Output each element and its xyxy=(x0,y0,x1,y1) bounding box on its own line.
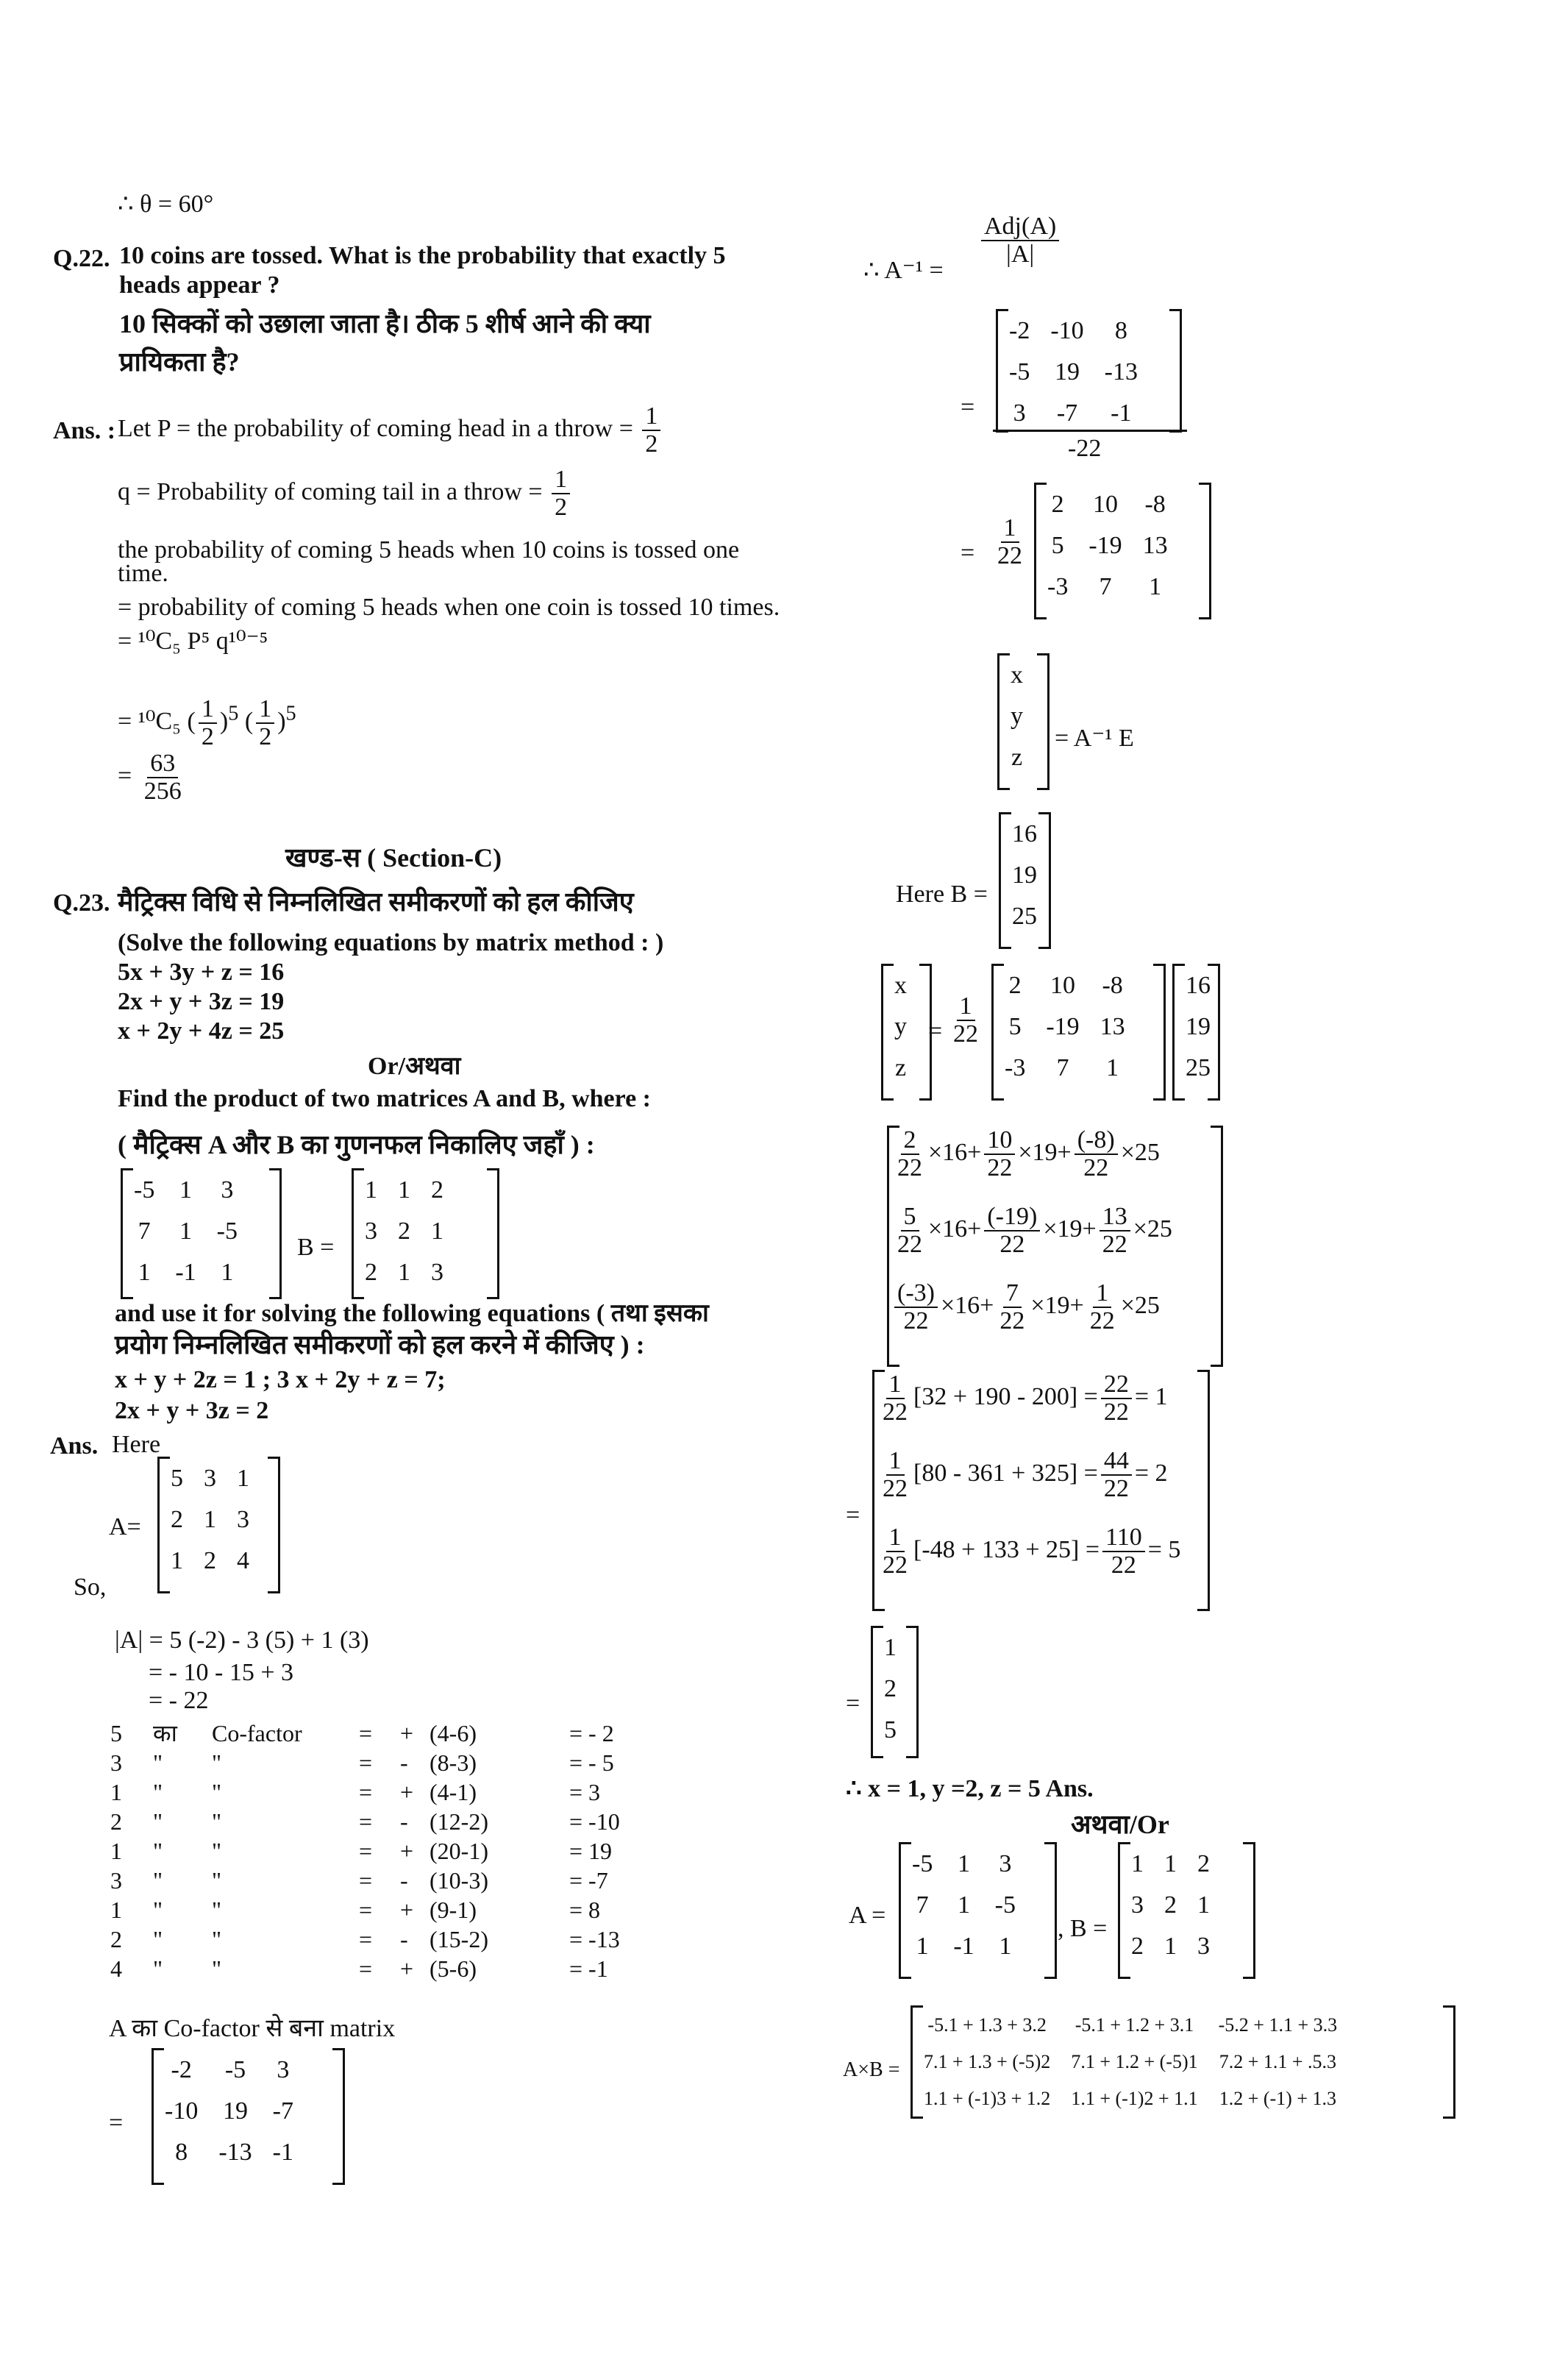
matrix-b-question: 1 1 2 3 2 1 2 1 3 xyxy=(365,1176,443,1286)
matrix-a2-label: A = xyxy=(849,1902,886,1929)
simplified-row-1: $\frac{1}{22}$ [32 + 190 - 200] = $\frac{22}{22}$ = 1 xyxy=(883,1371,1168,1426)
expanded-right-bracket xyxy=(1211,1126,1223,1367)
use-text-en: and use it for solving the following equations ( तथा इसका xyxy=(115,1300,709,1327)
cofactor-row: 3 " " = - (8-3) = - 5 xyxy=(110,1749,614,1776)
expanded-row-3: $\frac{(-3)}{22}$ ×16+ $\frac{7}{22}$ ×19+ $\frac{1}{22}$ ×25 xyxy=(891,1280,1160,1334)
q22-number: Q.22. xyxy=(53,245,110,272)
p-definition: Let P = the probability of coming head in a throw = $\frac{1}{2}$ xyxy=(118,403,663,458)
final-equals: = xyxy=(846,1690,860,1717)
q22-text-en-1: 10 coins are tossed. What is the probability that exactly 5 xyxy=(119,242,726,269)
matrix-a-right-bracket xyxy=(268,1457,280,1593)
p-fraction: $\frac{1}{2}$ xyxy=(642,403,660,458)
q22-text-en-2: heads appear ? xyxy=(119,271,280,299)
here-label: Here xyxy=(112,1431,161,1458)
final-right-bracket xyxy=(906,1626,919,1758)
answer-label: Ans. : xyxy=(53,417,116,444)
determinant-step-3: = - 22 xyxy=(149,1687,209,1714)
cofactor-matrix-equals: = xyxy=(109,2109,124,2136)
axb-label: A×B = xyxy=(843,2058,900,2081)
matrix-b-or: 1 1 2 3 2 1 2 1 3 xyxy=(1131,1850,1210,1960)
q22-text-hi-1: 10 सिक्कों को उछाला जाता है। ठीक 5 शीर्ष आने की क्या xyxy=(119,309,651,338)
binomial-substituted: = ¹⁰C₅ ( $\frac{1}{2}$ )$^5$ ( $\frac{1}{2}$ )$^5$ xyxy=(118,695,296,750)
simplified-row-2: $\frac{1}{22}$ [80 - 361 + 325] = $\frac{44}{22}$ = 2 xyxy=(883,1447,1168,1502)
matrix-b2-right-bracket xyxy=(1243,1842,1255,1979)
xyz-vector: x y z xyxy=(1011,661,1023,771)
scalar-fraction-2: $\frac{1}{22}$ xyxy=(953,992,978,1048)
equation-3: x + 2y + 4z = 25 xyxy=(118,1017,285,1045)
b-vector: 16 19 25 xyxy=(1012,820,1037,930)
or-heading: Or/अथवा xyxy=(368,1053,461,1080)
product-question-en: Find the product of two matrices A and B, where : xyxy=(118,1085,652,1112)
theta-result: ∴ θ = 60° xyxy=(118,191,214,218)
here-b-label: Here B = xyxy=(896,881,988,908)
section-heading: खण्ड-स ( Section-C) xyxy=(285,843,502,872)
scalar-fraction: $\frac{1}{22}$ xyxy=(997,514,1022,569)
determinant-step-2: = - 10 - 15 + 3 xyxy=(149,1659,293,1686)
or-equations-1: x + y + 2z = 1 ; 3 x + 2y + z = 7; xyxy=(115,1366,446,1393)
cofactor-row: 4 " " = + (5-6) = -1 xyxy=(110,1955,608,1982)
q22-text-hi-2: प्रायिकता है? xyxy=(119,347,240,377)
adjoint-matrix: -2 -10 8 -5 19 -13 3 -7 -1 xyxy=(1009,317,1138,427)
adj-right-bracket xyxy=(1169,309,1182,433)
equation-1: 5x + 3y + z = 16 xyxy=(118,959,285,986)
cofactor-matrix: -2 -5 3 -10 19 -7 8 -13 -1 xyxy=(165,2056,293,2166)
answer2-label: Ans. xyxy=(50,1432,99,1460)
q23-number: Q.23. xyxy=(53,889,110,917)
cofactor-row: 1 " " = + (20-1) = 19 xyxy=(110,1838,613,1864)
cofactor-table xyxy=(110,1719,620,1983)
probability-line-3: = probability of coming 5 heads when one coin is tossed 10 times. xyxy=(118,594,780,621)
matrix-a2-right-bracket xyxy=(1044,1842,1057,1979)
or-heading-2: अथवा/Or xyxy=(1071,1810,1169,1839)
scaled-right-bracket xyxy=(1199,483,1211,619)
matrix-a-question: -5 1 3 7 1 -5 1 -1 1 xyxy=(134,1176,238,1286)
cofactor-row: 5 का Co-factor = + (4-6) = - 2 xyxy=(110,1720,614,1746)
adj-denominator: -22 xyxy=(1068,435,1102,462)
inverse-fraction: $\frac{\text{Adj(A)}}{|A|}$ xyxy=(978,213,1062,268)
mult-matrix-right-bracket xyxy=(1153,964,1166,1101)
final-vector: 1 2 5 xyxy=(884,1634,897,1744)
binomial-formula: = ¹⁰C₅ P⁵ q¹⁰⁻⁵ xyxy=(118,628,268,655)
expanded-row-1: $\frac{2}{22}$ ×16+ $\frac{10}{22}$ ×19+ $\frac{(-8)}{22}$ ×25 xyxy=(897,1126,1160,1181)
probability-result: = $\frac{63}{256}$ xyxy=(118,750,182,805)
matrix-b-label: B = xyxy=(297,1234,335,1261)
probability-line-2: time. xyxy=(118,560,168,587)
cofactor-row: 1 " " = + (9-1) = 8 xyxy=(110,1897,601,1923)
matrix-a-label: A= xyxy=(109,1513,141,1540)
cofactor-row: 1 " " = + (4-1) = 3 xyxy=(110,1779,601,1805)
matrix-a-or: -5 1 3 7 1 -5 1 -1 1 xyxy=(912,1850,1016,1960)
q-definition: q = Probability of coming tail in a throw = $\frac{1}{2}$ xyxy=(118,466,573,521)
simplified-right-bracket xyxy=(1197,1370,1210,1611)
b-vector-2: 16 19 25 xyxy=(1186,972,1211,1081)
cofactor-row: 3 " " = - (10-3) = -7 xyxy=(110,1867,608,1894)
product-question-hi: ( मैट्रिक्स A और B का गुणनफल निकालिए जहाँ ) : xyxy=(118,1130,595,1159)
equation-2: 2x + y + 3z = 19 xyxy=(118,988,285,1015)
xyz-right-bracket xyxy=(1037,653,1050,790)
product-matrix: -5.1 + 1.3 + 3.2 -5.1 + 1.2 + 3.1 -5.2 + 1.1 + 3.3 7.1 + 1.3 + (-5)2 7.1 + 1.2 + (-5)1 7.2 + 1.1 + .5.3 1.1 + (-1)3 + 1.2 1.1 + (-1)2 + 1.1 1.2 + (-1) + 1.3 xyxy=(924,2014,1338,2109)
cofactor-row: 2 " " = - (15-2) = -13 xyxy=(110,1926,620,1952)
final-answer: ∴ x = 1, y =2, z = 5 Ans. xyxy=(846,1775,1094,1802)
use-text-hi: प्रयोग निम्नलिखित समीकरणों को हल करने में कीजिए ) : xyxy=(115,1330,645,1360)
cofactor-row: 2 " " = - (12-2) = -10 xyxy=(110,1808,620,1835)
adj-fraction-bar xyxy=(993,430,1187,432)
or-equations-2: 2x + y + 3z = 2 xyxy=(115,1397,269,1424)
simplified-row-3: $\frac{1}{22}$ [-48 + 133 + 25] = $\frac{110}{22}$ = 5 xyxy=(883,1524,1181,1579)
scaled-adjoint-matrix: 2 10 -8 5 -19 13 -3 7 1 xyxy=(1047,491,1168,600)
matrix-b-q-right-bracket xyxy=(487,1168,499,1299)
q-fraction: $\frac{1}{2}$ xyxy=(552,466,570,521)
inverse-label: ∴ A⁻¹ = xyxy=(863,257,944,284)
determinant-step-1: |A| = 5 (-2) - 3 (5) + 1 (3) xyxy=(115,1627,369,1654)
probability-line-1: the probability of coming 5 heads when 10 coins is tossed one xyxy=(118,536,740,564)
cofactor-matrix-label: A का Co-factor से बना matrix xyxy=(109,2015,396,2042)
scaled-equals: = xyxy=(961,539,975,566)
mult-equals: = xyxy=(928,1017,943,1045)
axb-right-bracket xyxy=(1443,2005,1455,2119)
simplified-equals: = xyxy=(846,1501,860,1529)
b2-right-bracket xyxy=(1208,964,1220,1101)
so-label: So, xyxy=(74,1574,107,1601)
expanded-row-2: $\frac{5}{22}$ ×16+ $\frac{(-19)}{22}$ ×19+ $\frac{13}{22}$ ×25 xyxy=(897,1203,1172,1258)
scaled-adjoint-matrix-2: 2 10 -8 5 -19 13 -3 7 1 xyxy=(1005,972,1125,1081)
q23-text-en: (Solve the following equations by matrix method : ) xyxy=(118,929,664,956)
matrix-a: 5 3 1 2 1 3 1 2 4 xyxy=(171,1465,249,1574)
b-vector-right-bracket xyxy=(1038,812,1051,949)
adj-equals: = xyxy=(961,394,975,421)
matrix-a-q-right-bracket xyxy=(269,1168,282,1299)
q23-text-hi: मैट्रिक्स विधि से निम्नलिखित समीकरणों को हल कीजिए xyxy=(118,887,634,917)
xyz-equation: = A⁻¹ E xyxy=(1055,725,1134,752)
xyz-vector-2: x y z xyxy=(894,972,907,1081)
matrix-b2-label: , B = xyxy=(1058,1915,1108,1942)
cofactor-matrix-right-bracket xyxy=(332,2048,345,2185)
